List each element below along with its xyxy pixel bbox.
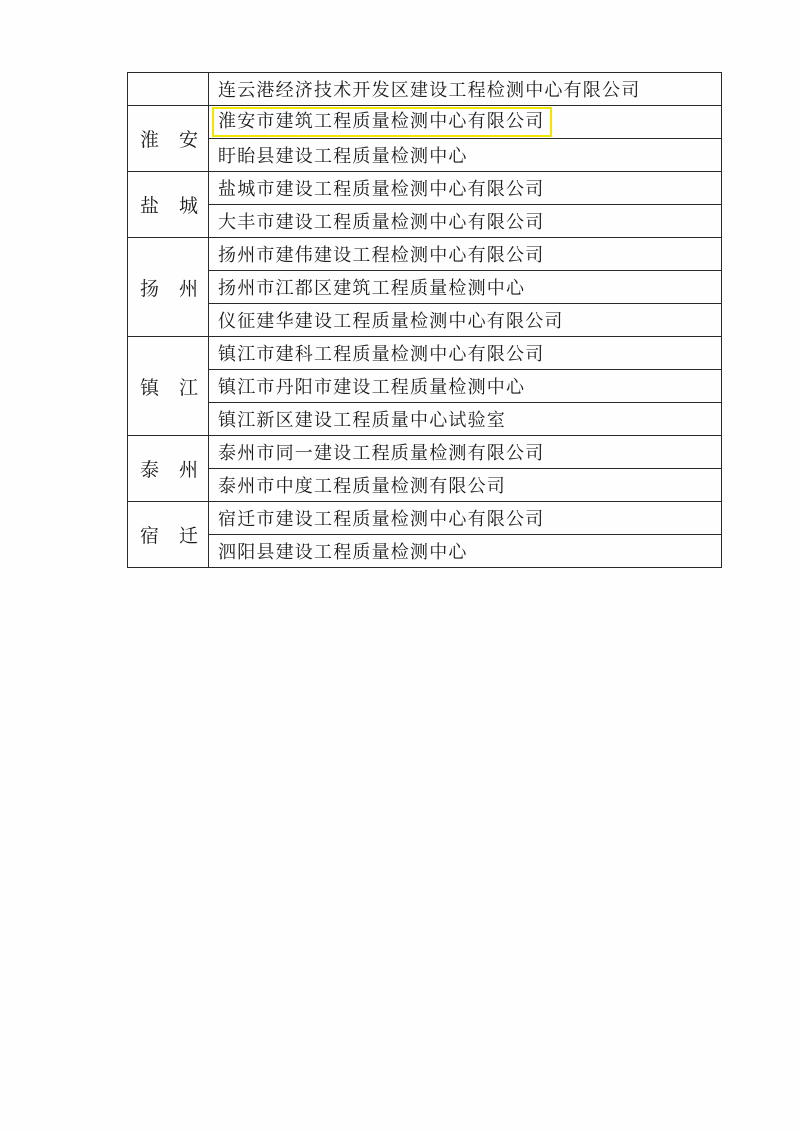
company-cell: [209, 535, 722, 568]
company-name: 宿迁市建设工程质量检测中心有限公司: [218, 509, 545, 530]
company-cell: [209, 238, 722, 271]
company-cell: [209, 172, 722, 205]
table-row: [128, 502, 722, 535]
region-name: 盐 城: [140, 195, 198, 217]
table-row: [128, 535, 722, 568]
company-name: 泰州市中度工程质量检测有限公司: [218, 476, 506, 497]
region-name: 镇 江: [140, 376, 198, 399]
company-cell: [209, 502, 722, 535]
table-row: [128, 370, 722, 403]
region-name: 淮 安: [140, 129, 198, 151]
company-cell: [209, 73, 722, 106]
company-name: 盱眙县建设工程质量检测中心: [218, 146, 468, 167]
company-name: 镇江市建科工程质量检测中心有限公司: [218, 344, 545, 365]
table-row: [128, 337, 722, 370]
region-cell: [128, 73, 209, 106]
company-name: 连云港经济技术开发区建设工程检测中心有限公司: [218, 80, 641, 101]
company-name: 泗阳县建设工程质量检测中心: [218, 542, 468, 563]
region-cell: [128, 337, 209, 436]
company-name: 扬州市江都区建筑工程质量检测中心: [218, 278, 526, 299]
region-name: 宿 迁: [140, 525, 198, 547]
table-row: [128, 403, 722, 436]
company-name: 盐城市建设工程质量检测中心有限公司: [218, 179, 545, 200]
company-name: 仪征建华建设工程质量检测中心有限公司: [218, 311, 564, 332]
region-name: 扬 州: [140, 277, 198, 300]
table-row: [128, 205, 722, 238]
company-cell: [209, 205, 722, 238]
company-cell: [209, 469, 722, 502]
company-cell: [209, 436, 722, 469]
region-cell: [128, 106, 209, 172]
company-cell: [209, 271, 722, 304]
region-name: 泰 州: [140, 459, 198, 481]
company-cell: [209, 370, 722, 403]
highlighted-company-name: 淮安市建筑工程质量检测中心有限公司: [212, 107, 552, 137]
company-name: 镇江新区建设工程质量中心试验室: [218, 410, 506, 431]
company-name: 泰州市同一建设工程质量检测有限公司: [218, 443, 545, 464]
table-row: [128, 304, 722, 337]
company-name: 镇江市丹阳市建设工程质量检测中心: [218, 377, 526, 398]
company-name: 大丰市建设工程质量检测中心有限公司: [218, 212, 545, 233]
table-row: [128, 172, 722, 205]
company-cell: [209, 106, 722, 139]
table-row: [128, 469, 722, 502]
table-row: [128, 73, 722, 106]
company-cell: [209, 139, 722, 172]
table-row: [128, 106, 722, 139]
company-name: 扬州市建伟建设工程检测中心有限公司: [218, 245, 545, 266]
table-row: [128, 139, 722, 172]
company-cell: [209, 304, 722, 337]
region-cell: [128, 172, 209, 238]
table-row: [128, 436, 722, 469]
company-table: [127, 72, 722, 568]
company-cell: [209, 403, 722, 436]
region-cell: [128, 502, 209, 568]
table-row: [128, 238, 722, 271]
region-cell: [128, 436, 209, 502]
company-cell: [209, 337, 722, 370]
table-row: [128, 271, 722, 304]
region-cell: [128, 238, 209, 337]
